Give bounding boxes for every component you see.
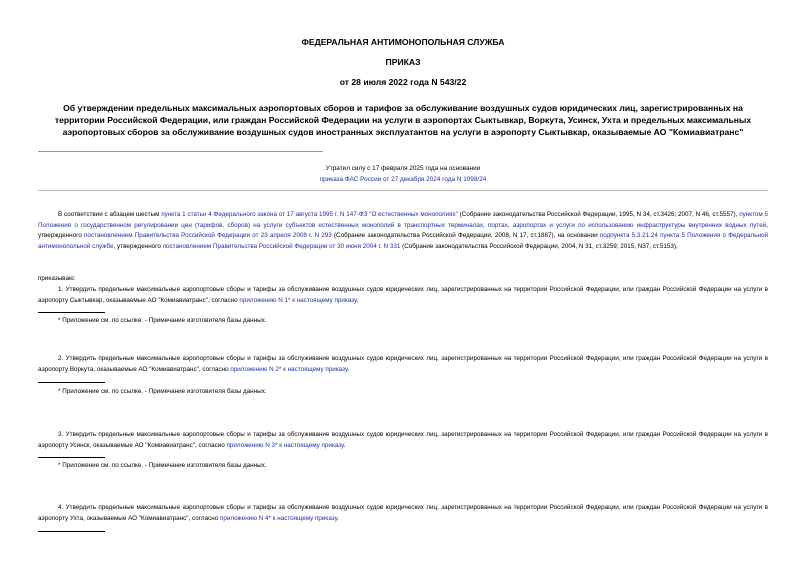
appendix-link-2[interactable]: приложению N 2* к настоящему приказу — [230, 365, 348, 373]
order-word: приказываю: — [38, 275, 76, 282]
decree-link-293[interactable]: постановлением Правительства Российской Федерации от 23 апреля 2008 г. N 293 — [84, 232, 332, 239]
divider-short — [38, 151, 323, 152]
document-date-number: от 28 июля 2022 года N 543/22 — [339, 77, 467, 87]
item-end: . — [347, 365, 350, 373]
document-title: Об утверждении предельных максимальных аэропортовых сборов и тарифов за обслуживание воздушных судов юридических лиц, зарегистрированных на территории Российской Федерации, или граждан Российской Федерации на услуги в аэропортах Сыктывкар, Воркута, Усинск, Ухта и предельных максимальных аэропортовых сборов за обслуживание воздушных судов иностранных эксплуатантов на услуги в аэропорту Сыктывкар, оказываемые АО "Комиавиатранс" — [54, 103, 752, 137]
preamble-text-5: , утвержденного — [113, 242, 163, 250]
order-item-2 — [38, 354, 768, 375]
agency-name: ФЕДЕРАЛЬНАЯ АНТИМОНОПОЛЬНАЯ СЛУЖБА — [301, 37, 505, 47]
preamble-text-3: , утвержденного — [38, 221, 768, 239]
footnote-divider — [38, 382, 105, 383]
item-text: 3. Утвердить предельные максимальные аэропортовые сборы и тарифы за обслуживание воздушных судов юридических лиц, зарегистрированных на территории Российской Федерации, или граждан Российской Федерации на услуги в аэропорту Усинск, оказываемые АО "Комиавиатранс", согласно — [38, 431, 768, 449]
order-item-3 — [38, 430, 768, 451]
item-end: . — [343, 441, 346, 449]
preamble-text-2: (Собрание законодательства Российской Федерации, 1995, N 34, ст.3426; 2007, N 46, ст.5557), — [457, 211, 740, 218]
footnote-1: * Приложение см. по ссылке. - Примечание изготовителя базы данных. — [58, 317, 267, 324]
decree-link-331[interactable]: постановлением Правительства Российской Федерации от 30 июня 2004 г. N 331 — [162, 242, 401, 250]
footnote-3: * Приложение см. по ссылке. - Примечание изготовителя базы данных. — [58, 462, 267, 469]
item-end: . — [337, 514, 339, 522]
preamble-text-1: В соответствии с абзацем шестым — [58, 211, 162, 218]
appendix-link-3[interactable]: приложению N 3* к настоящему приказу — [226, 441, 344, 449]
preamble-text-6: (Собрание законодательства Российской Федерации, 2004, N 31, ст.3259; 2015, N37, ст.5153), — [400, 242, 678, 250]
item-end: . — [356, 296, 359, 304]
preamble-paragraph — [38, 210, 768, 252]
item-text: 4. Утвердить предельные максимальные аэропортовые сборы и тарифы за обслуживание воздушных судов юридических лиц, зарегистрированных на территории Российской Федерации, или граждан Российской Федерации на услуги в аэропорту Ухта, оказываемые АО "Комиавиатранс", согласно — [38, 504, 768, 522]
appendix-link-4[interactable]: приложению N 4* к настоящему приказу — [219, 514, 338, 522]
item-text: 1. Утвердить предельные максимальные аэропортовые сборы и тарифы за обслуживание воздушных судов юридических лиц, зарегистрированных на территории Российской Федерации, или граждан Российской Федерации на услуги в аэропорту Сыктывкар, оказываемые АО "Комиавиатранс", согласно — [38, 286, 768, 304]
fas-regulation-link[interactable]: подпункта 5.3.21.24 пункта 5 Положения о Федеральной антимонопольной службе — [38, 232, 768, 250]
status-link[interactable]: приказа ФАС России от 27 декабря 2024 года N 1098/24 — [319, 176, 487, 183]
footnote-2: * Приложение см. по ссылке. - Примечание изготовителя базы данных. — [58, 388, 267, 395]
preamble-text-4: (Собрание законодательства Российской Федерации, 2008, N 17, ст.1887), на основании — [331, 232, 600, 239]
law-link-147fz[interactable]: пункта 1 статьи 4 Федерального закона от 17 августа 1995 г. N 147-ФЗ "О естественных монополиях" — [161, 211, 458, 218]
footnote-divider — [38, 531, 105, 532]
status-block — [38, 163, 768, 185]
regulation-link-item5[interactable]: пунктом 5 Положения о государственном регулировании цен (тарифов, сборов) на услуги субъектов естественных монополий в транспортных терминалах, портах, аэропортах и услуги по использованию инфраструктуры внутренних водных путей — [38, 211, 768, 229]
item-text: 2. Утвердить предельные максимальные аэропортовые сборы и тарифы за обслуживание воздушных судов юридических лиц, зарегистрированных на территории Российской Федерации, или граждан Российской Федерации на услуги в аэропорту Воркута, оказываемые АО "Комиавиатранс", согласно — [38, 355, 768, 373]
appendix-link-1[interactable]: приложению N 1* к настоящему приказу — [239, 296, 357, 304]
order-item-4 — [38, 503, 768, 524]
status-text: Утратил силу с 17 февраля 2025 года на основании — [325, 165, 481, 172]
footnote-divider — [38, 312, 105, 313]
footnote-divider — [38, 457, 105, 458]
order-item-1 — [38, 285, 768, 306]
document-kind: ПРИКАЗ — [385, 57, 421, 67]
divider-long — [38, 190, 768, 191]
